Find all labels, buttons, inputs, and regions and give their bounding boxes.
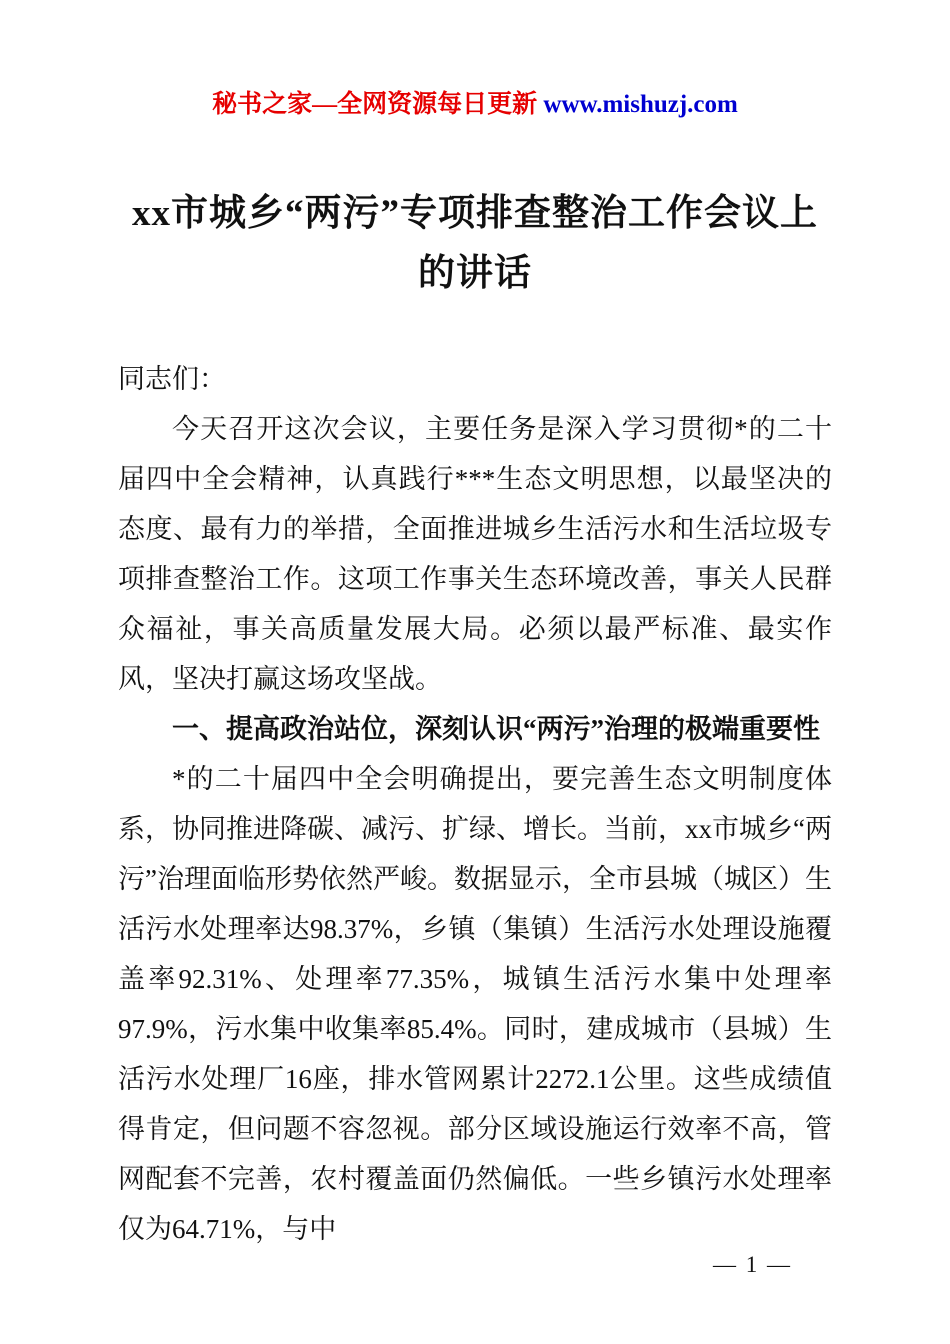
page-number: — 1 —: [713, 1252, 792, 1277]
paragraph: *的二十届四中全会明确提出，要完善生态文明制度体系，协同推进降碳、减污、扩绿、增长。当前，xx市城乡“两污”治理面临形势依然严峻。数据显示，全市县城（城区）生活污水处理率达98.37%，乡镇（集镇）生活污水处理设施覆盖率92.31%、处理率77.35%，城镇生活污水集中处理率97.9%，污水集中收集率85.4%。同时，建成城市（县城）生活污水处理厂16座，排水管网累计2272.1公里。这些成绩值得肯定，但问题不容忽视。部分区域设施运行效率不高，管网配套不完善，农村覆盖面仍然偏低。一些乡镇污水处理率仅为64.71%，与中: [118, 764, 832, 1244]
paragraph: 同志们：: [118, 364, 226, 394]
paragraph: 今天召开这次会议，主要任务是深入学习贯彻*的二十届四中全会精神，认真践行***生态文明思想，以最坚决的态度、最有力的举措，全面推进城乡生活污水和生活垃圾专项排查整治工作。这项工作事关生态环境改善，事关人民群众福祉，事关高质量发展大局。必须以最严标准、最实作风，坚决打赢这场攻坚战。: [118, 414, 832, 694]
page-footer: [713, 1252, 792, 1278]
site-url-link[interactable]: www.mishuzj.com: [543, 91, 738, 118]
document-title: xx市城乡“两污”专项排查整治工作会议上的讲话: [132, 193, 818, 294]
section-heading: 一、提高政治站位，深刻认识“两污”治理的极端重要性: [172, 714, 820, 744]
site-tagline: —全网资源每日更新: [312, 91, 544, 118]
document-body: [118, 354, 832, 1254]
site-name: 秘书之家: [212, 91, 313, 118]
site-header: [118, 88, 832, 122]
